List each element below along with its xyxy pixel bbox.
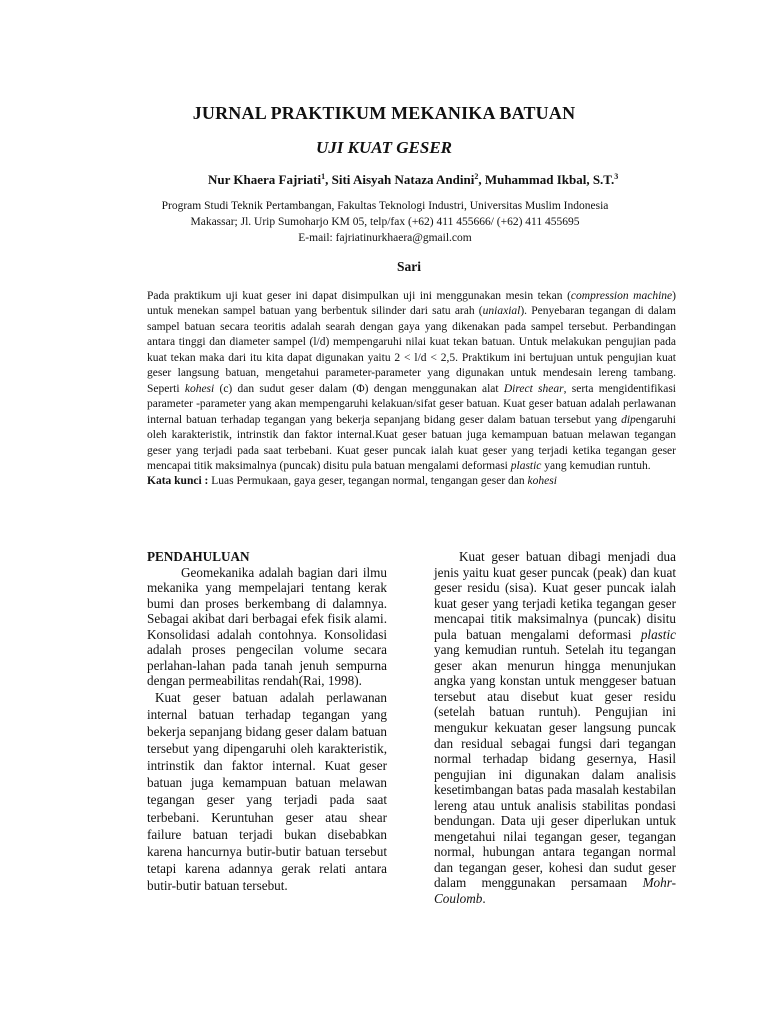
- left-column: [147, 549, 387, 894]
- author-affiliation-mark: 1: [321, 172, 326, 181]
- author-affiliation-mark: 3: [614, 172, 619, 181]
- author-list: [208, 172, 618, 188]
- author-separator: ,: [325, 172, 332, 187]
- keywords-label: Kata kunci :: [147, 475, 209, 488]
- author-separator: ,: [478, 172, 485, 187]
- affiliation-block: [120, 198, 650, 246]
- author-affiliation-mark: 2: [474, 172, 479, 181]
- body-paragraph: Kuat geser batuan adalah perlawanan internal batuan terhadap tegangan yang bekerja sepanjang bidang geser dalam batuan tersebut yang dipengaruhi oleh karakteristik, intrinstik dan faktor internal. Kuat geser batuan juga kemampuan batuan melawan tegangan geser yang terjadi pada saat terbebani. Keruntuhan geser atau shear failure batuan terjadi bukan disebabkan karena hancurnya butir-butir batuan tersebut tetapi karena adannya gerak relati antara butir-butir batuan tersebut.: [147, 689, 387, 893]
- paper-title: JURNAL PRAKTIKUM MEKANIKA BATUAN: [192, 103, 576, 123]
- paper-subtitle: UJI KUAT GESER: [315, 138, 453, 157]
- body-paragraph: Geomekanika adalah bagian dari ilmu mekanika yang mempelajari tentang kerak bumi dan proses berkembang di dalamnya. Sebagai akibat dari berbagai efek fisik alami. Konsolidasi adalah contohnya. Konsolidasi adalah proses pengecilan volume secara perlahan-lahan pada tanah jenuh sempurna dengan permeabilitas rendah(Rai, 1998).: [147, 564, 387, 689]
- author-name: Siti Aisyah Nataza Andini: [331, 172, 475, 187]
- section-heading: PENDAHULUAN: [147, 549, 250, 564]
- affiliation-line: Makassar; Jl. Urip Sumoharjo KM 05, telp/fax (+62) 411 455666/ (+62) 411 455695: [190, 216, 580, 228]
- affiliation-line: Program Studi Teknik Pertambangan, Fakultas Teknologi Industri, Universitas Muslim Indonesia: [161, 200, 609, 212]
- abstract-body: [147, 289, 676, 490]
- abstract-heading: Sari: [396, 259, 421, 274]
- abstract-paragraph: Pada praktikum uji kuat geser ini dapat disimpulkan uji ini menggunakan mesin tekan (compression machine) untuk menekan sampel batuan yang berbentuk silinder dari satu arah (uniaxial). Penyebaran tegangan di dalam sampel batuan secara teoritis adalah searah dengan gaya yang dikenakan pada sampel tersebut. Perbandingan antara tinggi dan diameter sampel (l/d) mempengaruhi nilai kuat tekan batuan. Untuk melakukan pengujian pada kuat tekan maka dari itu kita dapat digunakan yaitu 2 < l/d < 2,5. Praktikum ini bertujuan untuk pengujian kuat geser langsung batuan, mengetahui parameter-parameter yang digunakan untuk mendesain lereng tambang. Seperti kohesi (c) dan sudut geser dalam (Φ) dengan menggunakan alat Direct shear, serta mengidentifikasi parameter -parameter yang akan mempengaruhi kelakuan/sifat geser batuan. Kuat geser batuan adalah perlawanan internal batuan terhadap tegangan yang bekerja sepanjang bidang geser dalam batuan tersebut yang dipengaruhi oleh karakteristik, intrinstik dan faktor internal.Kuat geser batuan juga kemampuan batuan melawan tegangan geser yang terjadi pada saat terbebani. Kuat geser puncak ialah kuat geser yang terjadi ketika tegangan geser mencapai titik maksimalnya (puncak) disitu pula batuan mengalami deformasi plastic yang kemudian runtuh.: [147, 290, 676, 472]
- author-email: E-mail: fajriatinurkhaera@gmail.com: [298, 232, 472, 244]
- keywords-line: Kata kunci : Luas Permukaan, gaya geser, tegangan normal, tengangan geser dan kohesi: [147, 475, 557, 488]
- author-name: Muhammad Ikbal, S.T.: [484, 172, 615, 187]
- body-paragraph: Kuat geser batuan dibagi menjadi dua jenis yaitu kuat geser puncak (peak) dan kuat geser residu (sisa). Kuat geser puncak ialah kuat geser yang terjadi ketika tegangan geser mencapai titik maksimalnya (puncak) disitu pula batuan mengalami deformasi plastic yang kemudian runtuh. Setelah itu tegangan geser akan menurun hingga menunjukan angka yang konstan untuk menggeser batuan tersebut atau disebut kuat geser residu (setelah batuan runtuh). Pengujian ini mengukur kekuatan geser langsung puncak dan residual sebagai fungsi dari tegangan normal terhadap bidang gesernya, Hasil pengujian ini digunakan dalam analisis kesetimbangan batas pada masalah kestabilan lereng atau untuk analisis stabilitas pondasi bendungan. Data uji geser diperlukan untuk mengetahui nilai tegangan geser, tegangan normal, hubungan antara tegangan normal dan tegangan geser, kohesi dan sudut geser dalam menggunakan persamaan Mohr-Coulomb.: [434, 549, 676, 907]
- author-name: Nur Khaera Fajriati: [208, 172, 322, 187]
- right-column: [434, 549, 676, 907]
